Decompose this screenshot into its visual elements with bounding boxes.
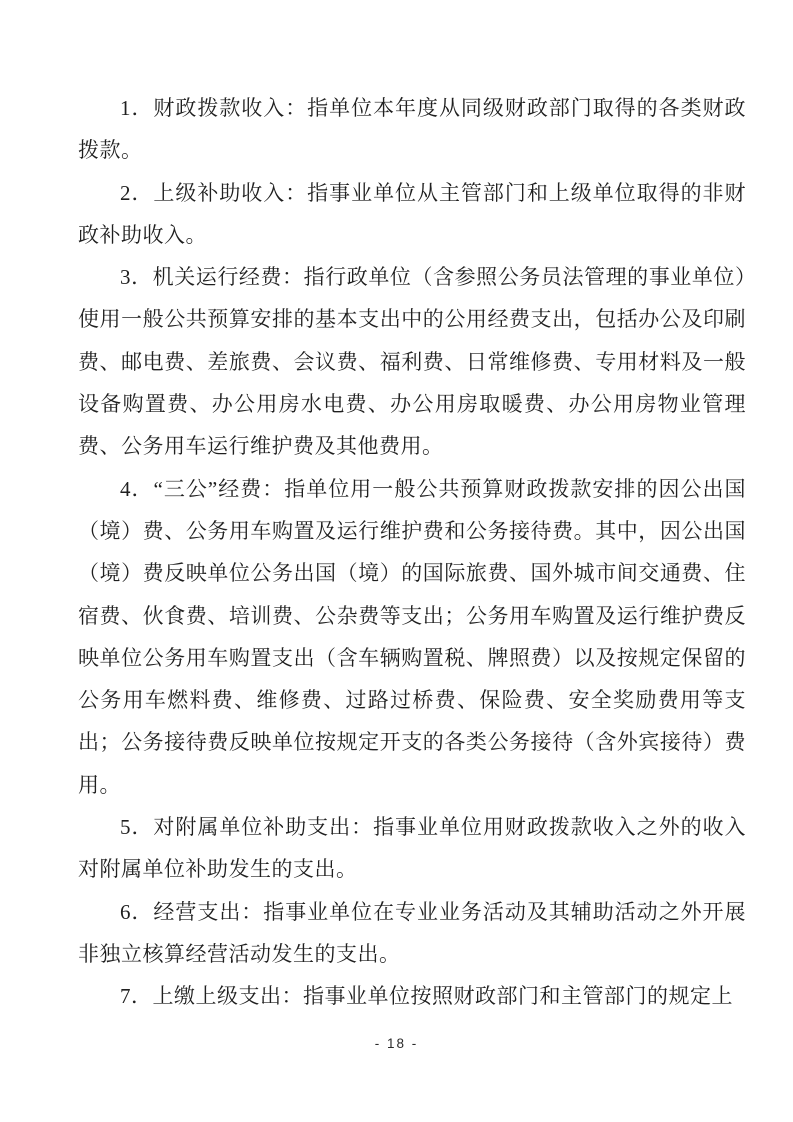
paragraph-fiscal-appropriation-income: 1．财政拨款收入：指单位本年度从同级财政部门取得的各类财政拨款。: [78, 96, 746, 163]
paragraph-payment-to-superior: 7．上缴上级支出：指事业单位按照财政部门和主管部门的规定上: [120, 984, 733, 1009]
paragraph-agency-operating-expenses: 3．机关运行经费：指行政单位（含参照公务员法管理的事业单位）使用一般公共预算安排的基本支出中的公用经费支出，包括办公及印刷费、邮电费、差旅费、会议费、福利费、日常维修费、专用材料及一般设备购置费、办公用房水电费、办公用房取暖费、办公用房物业管理费、公务用车运行维护费及其他费用。: [78, 265, 746, 459]
paragraph-superior-subsidy-income: 2．上级补助收入：指事业单位从主管部门和上级单位取得的非财政补助收入。: [78, 180, 746, 247]
paragraph-three-public-expenses: 4．“三公”经费：指单位用一般公共预算财政拨款安排的因公出国（境）费、公务用车购置及运行维护费和公务接待费。其中，因公出国（境）费反映单位公务出国（境）的国际旅费、国外城市间交通费、住宿费、伙食费、培训费、公杂费等支出；公务用车购置及运行维护费反映单位公务用车购置支出（含车辆购置税、牌照费）以及按规定保留的公务用车燃料费、维修费、过路过桥费、保险费、安全奖励费用等支出；公务接待费反映单位按规定开支的各类公务接待（含外宾接待）费用。: [78, 476, 746, 797]
paragraph-subsidy-to-affiliated-units: 5．对附属单位补助支出：指事业单位用财政拨款收入之外的收入对附属单位补助发生的支出。: [78, 815, 746, 882]
page-number: - 18 -: [374, 1036, 419, 1051]
document-body: [78, 87, 746, 1018]
paragraph-operating-expenditure: 6．经营支出：指事业单位在专业业务活动及其辅助活动之外开展非独立核算经营活动发生的支出。: [78, 899, 746, 966]
